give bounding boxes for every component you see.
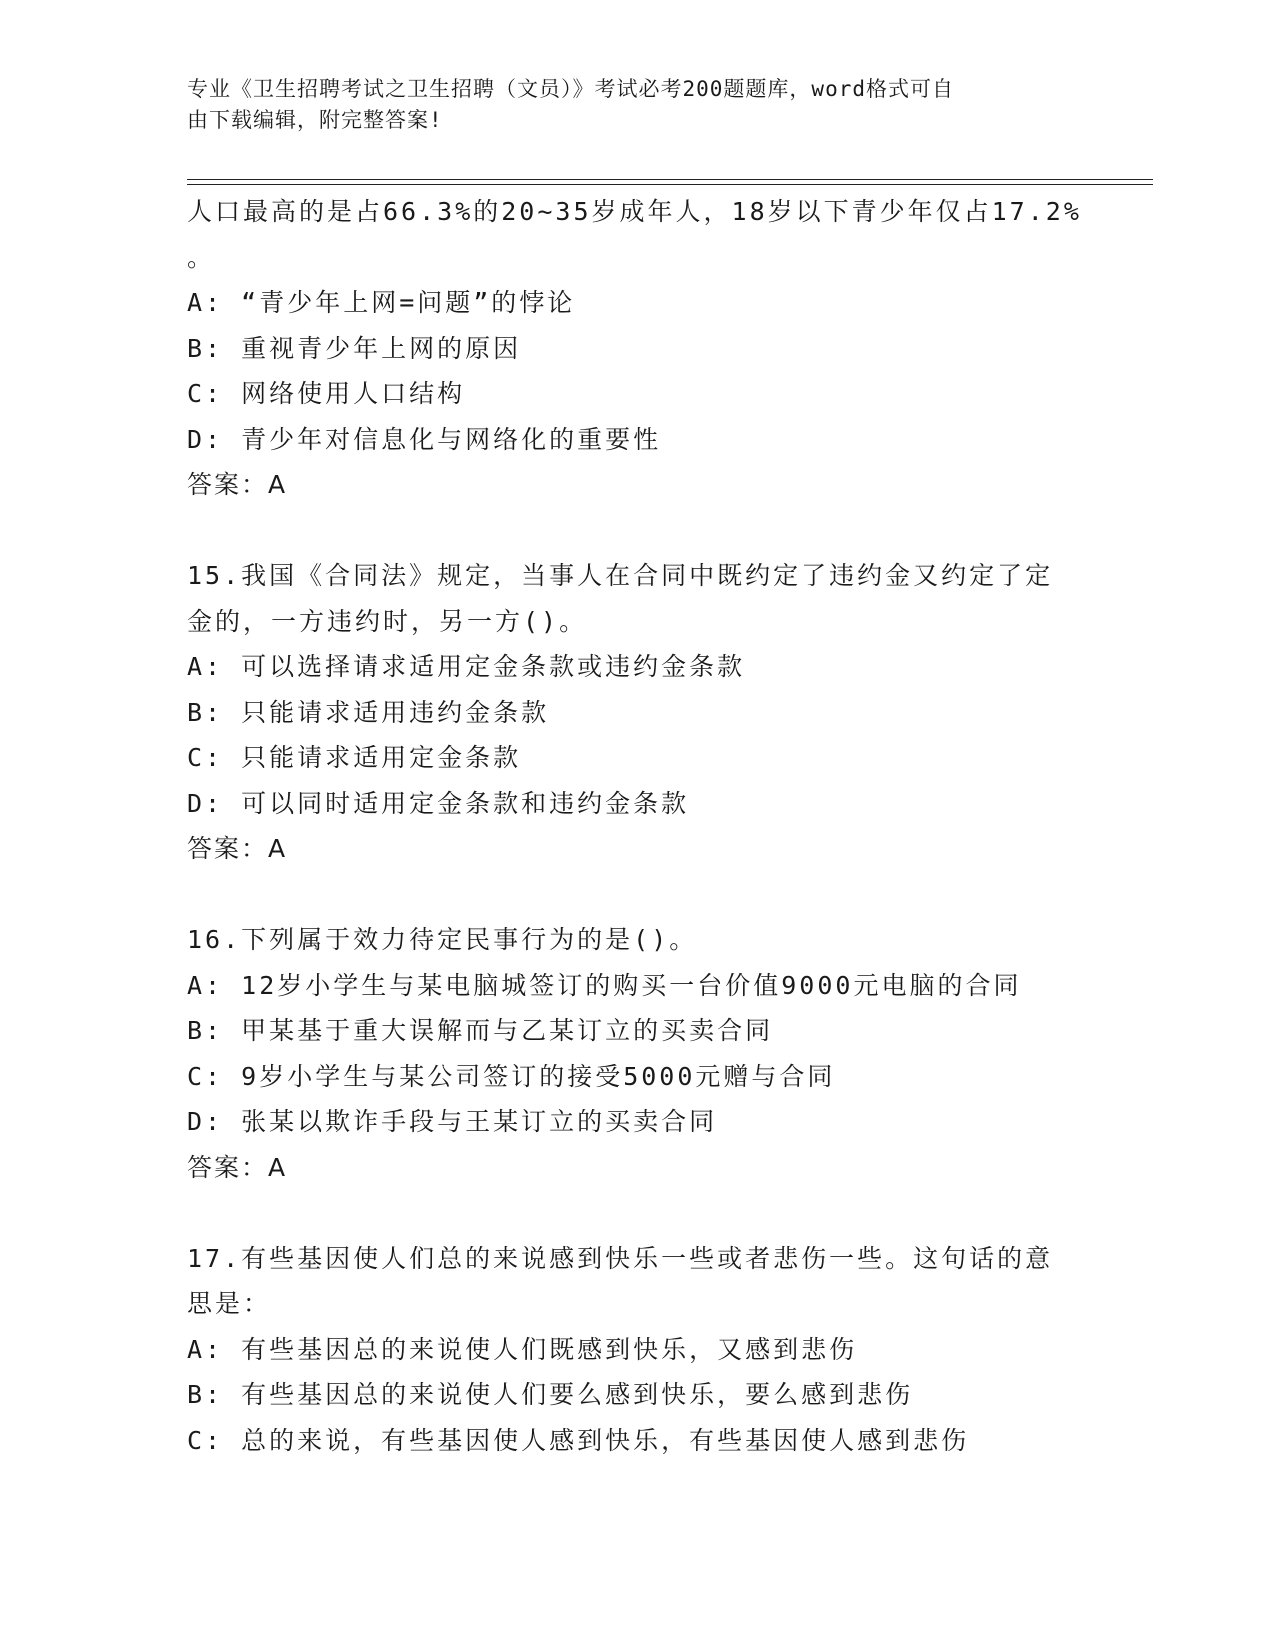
question-text-line: 15.我国《合同法》规定，当事人在合同中既约定了违约金又约定了定 (187, 561, 1054, 590)
question-14-continuation (187, 189, 1087, 508)
option-b: B: 有些基因总的来说使人们要么感到快乐，要么感到悲伤 (187, 1380, 914, 1409)
question-15 (187, 553, 1087, 872)
question-16 (187, 917, 1087, 1190)
option-c: C: 总的来说，有些基因使人感到快乐，有些基因使人感到悲伤 (187, 1425, 970, 1455)
question-text-line: 。 (187, 242, 216, 272)
header-line-1: 专业《卫生招聘考试之卫生招聘（文员）》考试必考200题题库，word格式可自 (187, 77, 954, 101)
question-text-line: 16.下列属于效力待定民事行为的是()。 (187, 925, 698, 954)
option-b: B: 重视青少年上网的原因 (187, 333, 522, 363)
document-header (187, 74, 1087, 136)
answer-line: 答案：A (187, 834, 288, 863)
option-a: A: “青少年上网=问题”的悖论 (187, 288, 576, 317)
header-divider-bottom (187, 184, 1153, 185)
spacer (187, 1190, 1087, 1236)
option-c: C: 网络使用人口结构 (187, 379, 466, 408)
answer-line: 答案：A (187, 470, 288, 499)
option-d: D: 可以同时适用定金条款和违约金条款 (187, 788, 690, 818)
header-line-2: 由下载编辑，附完整答案! (187, 108, 443, 132)
option-d: D: 青少年对信息化与网络化的重要性 (187, 424, 662, 454)
question-text-line: 人口最高的是占66.3%的20~35岁成年人，18岁以下青少年仅占17.2% (187, 197, 1082, 226)
answer-line: 答案：A (187, 1152, 288, 1182)
spacer (187, 872, 1087, 918)
option-b: B: 甲某基于重大误解而与乙某订立的买卖合同 (187, 1016, 774, 1045)
option-a: A: 有些基因总的来说使人们既感到快乐，又感到悲伤 (187, 1334, 858, 1364)
question-text-line: 思是： (187, 1289, 272, 1318)
option-c: C: 只能请求适用定金条款 (187, 743, 522, 772)
spacer (187, 508, 1087, 554)
question-text-line: 金的，一方违约时，另一方()。 (187, 606, 588, 636)
question-content (187, 189, 1087, 1463)
option-d: D: 张某以欺诈手段与王某订立的买卖合同 (187, 1107, 718, 1136)
question-17 (187, 1236, 1087, 1464)
header-divider-top (187, 179, 1153, 180)
option-b: B: 只能请求适用违约金条款 (187, 697, 550, 727)
question-text-line: 17.有些基因使人们总的来说感到快乐一些或者悲伤一些。这句话的意 (187, 1243, 1054, 1273)
option-a: A: 12岁小学生与某电脑城签订的购买一台价值9000元电脑的合同 (187, 970, 1022, 1000)
option-a: A: 可以选择请求适用定金条款或违约金条款 (187, 652, 746, 681)
option-c: C: 9岁小学生与某公司签订的接受5000元赠与合同 (187, 1061, 836, 1091)
